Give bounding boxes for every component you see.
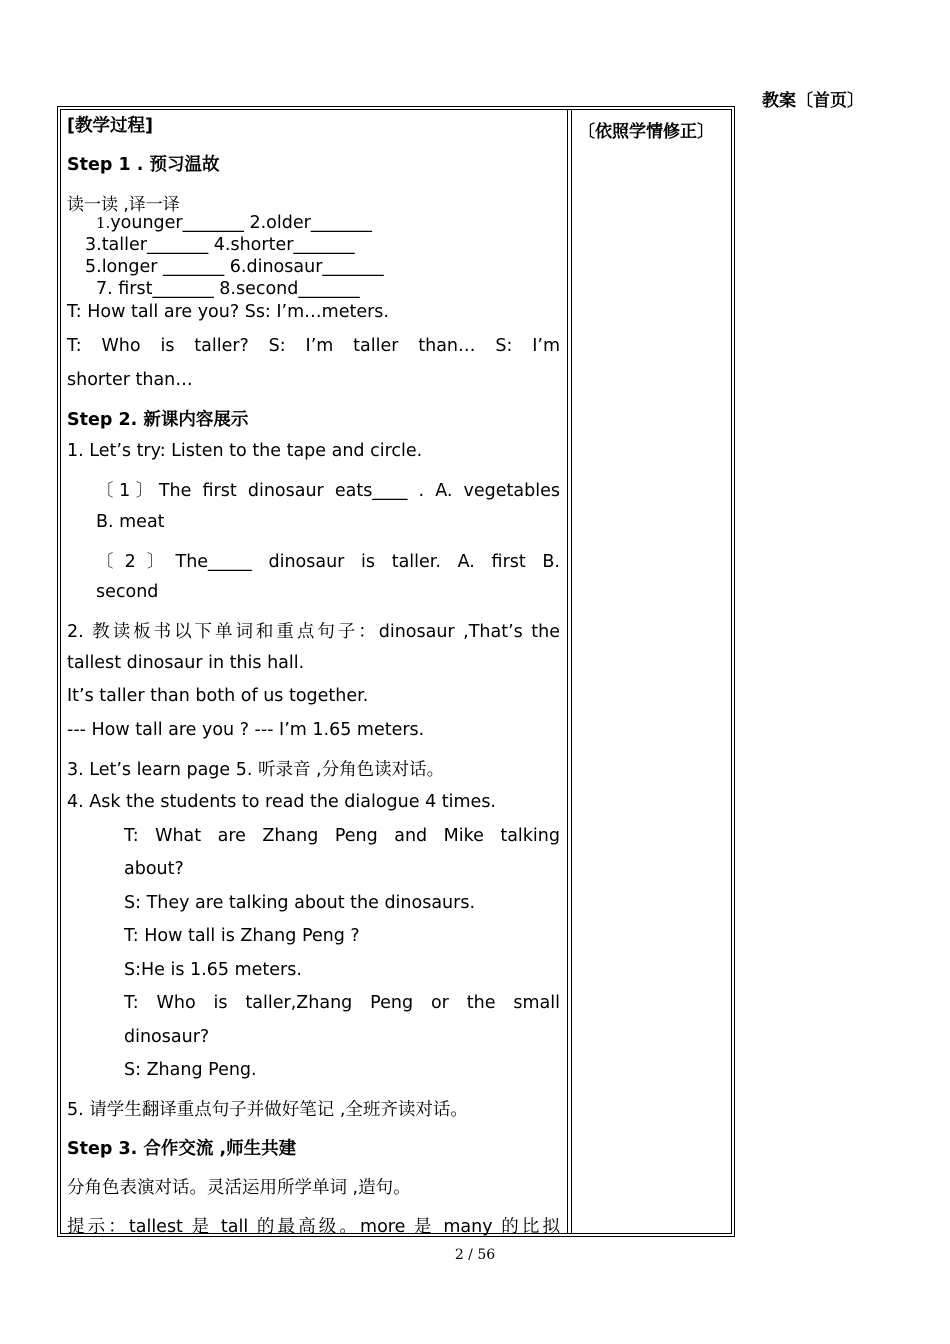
column-divider: [571, 109, 572, 1234]
dialogue-line: T: How tall are you? Ss: I’m…meters.: [67, 302, 389, 322]
lets-learn-line: 3. Let’s learn page 5. 听录音 ,分角色读对话。: [67, 760, 445, 780]
dialogue-line: S:He is 1.65 meters.: [124, 960, 302, 980]
dialogue-line: T: Who is taller,Zhang Peng or the small: [124, 993, 560, 1013]
word-row-1-text: younger_______ 2.older_______: [110, 213, 373, 233]
dialogue-line: T: What are Zhang Peng and Mike talking: [124, 826, 560, 846]
word-row-3: 5.longer _______ 6.dinosaur_______: [85, 257, 384, 277]
question-1: 〔1〕The first dinosaur eats____ . A. vegetables: [96, 481, 560, 501]
teach-line: tallest dinosaur in this hall.: [67, 653, 305, 673]
translate-line: 5. 请学生翻译重点句子并做好笔记 ,全班齐读对话。: [67, 1100, 468, 1120]
section-title: [教学过程]: [67, 116, 153, 136]
read-translate-instruction: 读一读 ,译一译: [67, 195, 180, 215]
dialogue-line: S: They are talking about the dinosaurs.: [124, 893, 476, 913]
role-play-line: 分角色表演对话。灵活运用所学单词 ,造句。: [67, 1178, 411, 1198]
step3-title: Step 3. 合作交流 ,师生共建: [67, 1139, 297, 1159]
dialogue-line: S: Zhang Peng.: [124, 1060, 257, 1080]
step2-title: Step 2. 新课内容展示: [67, 410, 249, 430]
dialogue-line: T: Who is taller? S: I’m taller than… S: I’m: [67, 336, 560, 356]
teach-line: 2. 教读板书以下单词和重点句子：dinosaur ,That’s the: [67, 622, 560, 642]
page-header-label: 教案〔首页〕: [762, 91, 864, 111]
step1-title: Step 1 . 预习温故: [67, 155, 220, 175]
page-number: 2 / 56: [454, 1247, 496, 1263]
side-note: 〔依照学情修正〕: [578, 122, 714, 142]
dialogue-line: dinosaur?: [124, 1027, 210, 1047]
dialogue-line: shorter than…: [67, 370, 193, 390]
question-1-option: B. meat: [96, 512, 165, 532]
hint-line: 提示：tallest 是 tall 的最高级。more 是 many 的比拟: [67, 1217, 560, 1237]
lets-try-line: 1. Let’s try: Listen to the tape and circle.: [67, 441, 423, 461]
teach-line: --- How tall are you ? --- I’m 1.65 meters.: [67, 720, 425, 740]
word-row-4: 7. first_______ 8.second_______: [96, 279, 360, 299]
question-2-option: second: [96, 582, 159, 602]
word-row-1-number: 1.: [96, 214, 111, 232]
dialogue-line: T: How tall is Zhang Peng ?: [124, 926, 360, 946]
ask-students-line: 4. Ask the students to read the dialogue 4 times.: [67, 792, 496, 812]
word-row-2: 3.taller_______ 4.shorter_______: [85, 235, 355, 255]
question-2: 〔2〕The_____ dinosaur is taller. A. first B.: [96, 552, 560, 572]
dialogue-line: about?: [124, 859, 184, 879]
word-row-1: [96, 213, 372, 233]
teach-line: It’s taller than both of us together.: [67, 686, 369, 706]
column-divider: [567, 109, 568, 1234]
